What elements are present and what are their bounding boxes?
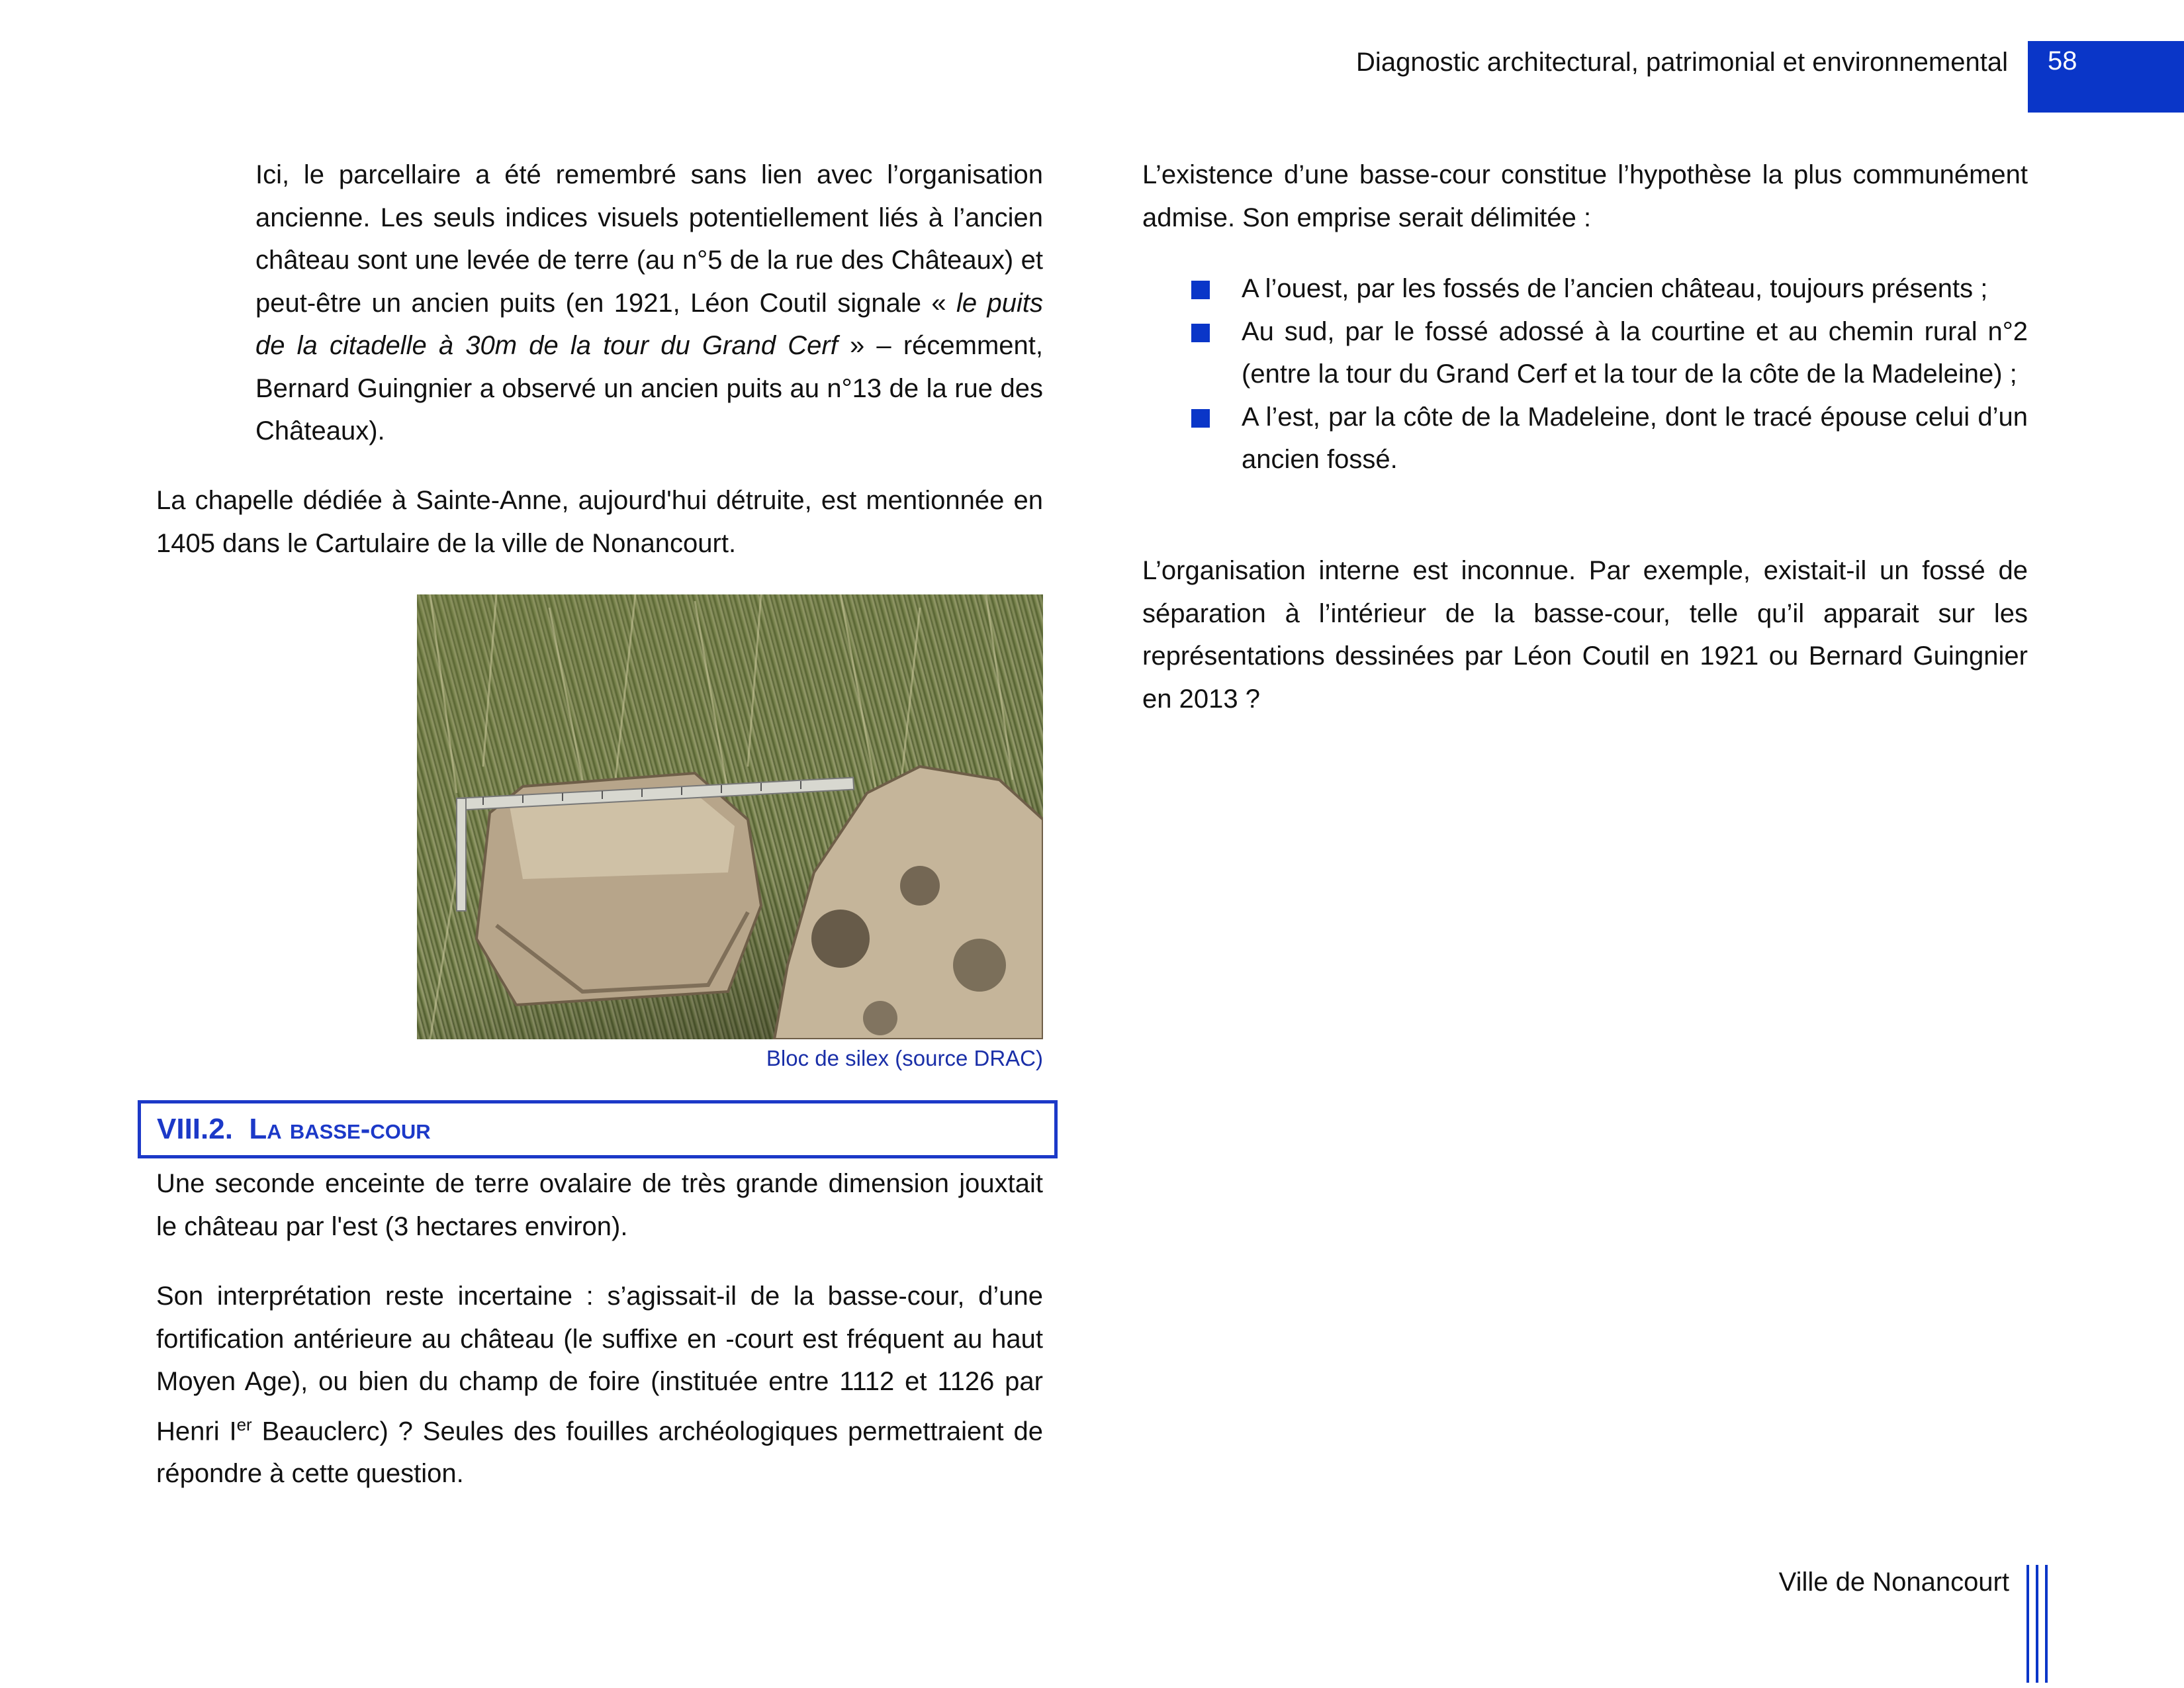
interpretation-text-1: Son interprétation reste incertaine : s’agissait-il de la basse-cour, d’une fortification antérieure au château (le suffixe en -court est fréquent au haut Moyen Age), ou bien du champ de foire (instituée entre 1112 et 1126 par Henri I <box>156 1282 1043 1446</box>
section-number: VIII.2. <box>157 1113 233 1145</box>
header-title: Diagnostic architectural, patrimonial et environnemental <box>1356 48 2008 77</box>
intro-text-2: » – récemment, Bernard Guingnier a observé un ancien puits au n°13 de la rue des Châteaux). <box>255 331 1043 445</box>
square-bullet-icon <box>1191 281 1210 299</box>
intro-italic-quote: le puits de la citadelle à 30m de la tour du Grand Cerf <box>255 288 1043 360</box>
existence-paragraph: L’existence d’une basse-cour constitue l’hypothèse la plus communément admise. Son emprise serait délimitée : <box>1142 160 2028 232</box>
seconde-enceinte-paragraph: Une seconde enceinte de terre ovalaire de très grande dimension jouxtait le château par l'est (3 hectares environ). <box>156 1169 1043 1241</box>
footer-town-name: Ville de Nonancourt <box>1778 1568 2009 1597</box>
emprise-bullet-list <box>1191 267 2028 481</box>
bullet-item-sud <box>1191 310 2028 396</box>
page-number-box <box>2028 41 2184 113</box>
silex-photo-illustration <box>417 594 1043 1039</box>
square-bullet-icon <box>1191 409 1210 428</box>
bullet-item-ouest <box>1191 267 2028 310</box>
right-flint-block <box>774 767 1043 1039</box>
intro-text-1: Ici, le parcellaire a été remembré sans lien avec l’organisation ancienne. Les seuls indices visuels potentiellement liés à l’ancien château sont une levée de terre (au n°5 de la rue des Châteaux) et peut-être un ancien puits (en 1921, Léon Coutil signale « <box>255 160 1043 318</box>
square-bullet-icon <box>1191 324 1210 342</box>
intro-paragraph <box>255 154 1043 453</box>
section-heading <box>157 1113 431 1146</box>
bullet-text-ouest: A l’ouest, par les fossés de l’ancien château, toujours présents ; <box>1242 274 1988 303</box>
photo-caption: Bloc de silex (source DRAC) <box>766 1046 1043 1070</box>
organisation-paragraph: L’organisation interne est inconnue. Par exemple, existait-il un fossé de séparation à l’intérieur de la basse-cour, telle qu’il apparait sur les représentations dessinées par Léon Coutil en 1921 ou Bernard Guingnier en 2013 ? <box>1142 556 2028 714</box>
section-title: La basse-cour <box>249 1113 431 1145</box>
interpretation-superscript: er <box>236 1414 252 1434</box>
interpretation-paragraph <box>156 1275 1043 1495</box>
chapelle-paragraph: La chapelle dédiée à Sainte-Anne, aujourd'hui détruite, est mentionnée en 1405 dans le Cartulaire de la ville de Nonancourt. <box>156 486 1043 558</box>
silex-block-photo <box>417 594 1043 1039</box>
interpretation-text-2: Beauclerc) ? Seules des fouilles archéologiques permettraient de répondre à cette question. <box>156 1416 1044 1489</box>
bullet-item-est <box>1191 396 2028 481</box>
page-number: 58 <box>2048 46 2077 75</box>
footer-decorative-lines <box>2026 1565 2049 1683</box>
section-heading-box <box>138 1100 1058 1158</box>
bullet-text-est: A l’est, par la côte de la Madeleine, dont le tracé épouse celui d’un ancien fossé. <box>1242 402 2028 474</box>
bullet-text-sud: Au sud, par le fossé adossé à la courtine et au chemin rural n°2 (entre la tour du Grand Cerf et la tour de la côte de la Madeleine) ; <box>1242 316 2028 389</box>
